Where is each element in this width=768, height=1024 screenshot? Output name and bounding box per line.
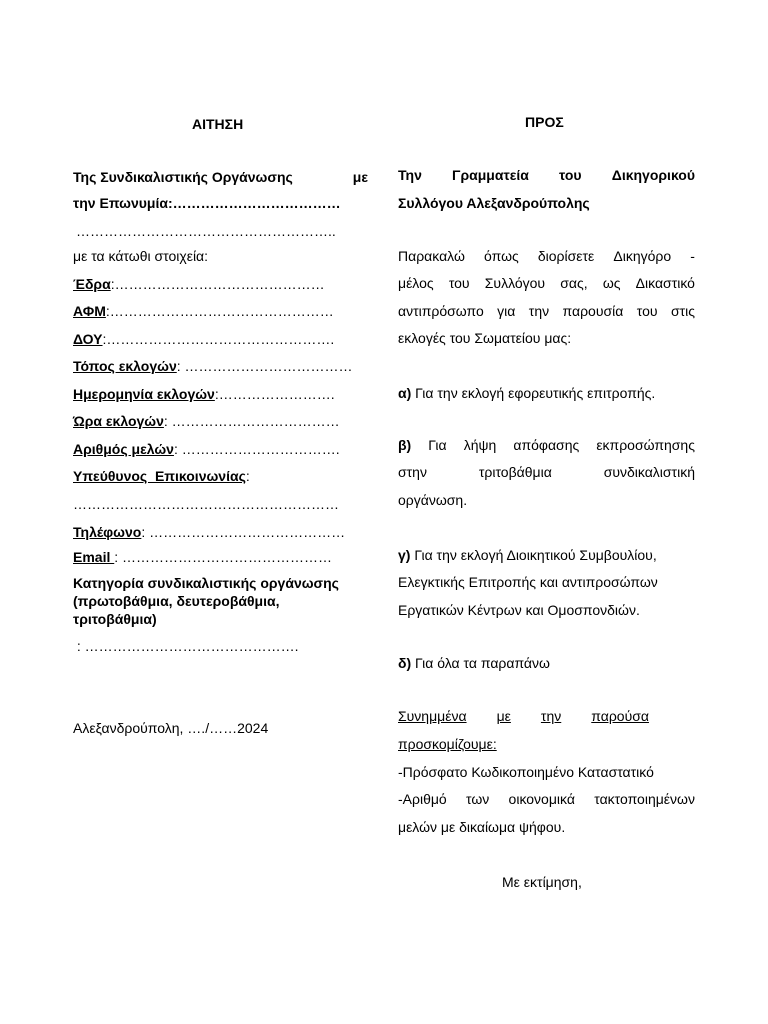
field-edra-dots: :……………………………………… bbox=[110, 276, 325, 292]
word: αντιπρόσωπο bbox=[398, 303, 484, 319]
request-line-1 bbox=[398, 247, 695, 265]
category-line-3: τριτοβάθμια) bbox=[73, 611, 157, 627]
word: στις bbox=[670, 303, 695, 319]
word: Δικηγόρο bbox=[613, 248, 672, 264]
attachment-2-line-1 bbox=[398, 790, 695, 808]
org-name-dots: ……………………………………………….. bbox=[76, 223, 336, 239]
field-edra bbox=[73, 275, 325, 293]
word: παρουσία bbox=[562, 303, 624, 319]
field-election-place bbox=[73, 357, 353, 375]
item-d-text: Για όλα τα παραπάνω bbox=[411, 655, 550, 671]
field-member-count bbox=[73, 440, 340, 458]
word: Συνημμένα bbox=[398, 708, 467, 724]
field-afm-label: ΑΦΜ bbox=[73, 303, 106, 319]
closing-salutation: Με εκτίμηση, bbox=[502, 874, 582, 890]
word: οικονομικά bbox=[508, 791, 575, 807]
category-line-1: Κατηγορία συνδικαλιστικής οργάνωσης bbox=[73, 575, 339, 591]
right-title: ΠΡΟΣ bbox=[525, 114, 564, 130]
field-doy-dots: :…………………………………………. bbox=[102, 331, 335, 347]
field-election-place-dots: : ……………………………… bbox=[176, 358, 353, 374]
org-name-line: την Επωνυμία:……………………………… bbox=[73, 195, 341, 211]
field-election-date bbox=[73, 385, 335, 403]
field-election-time-label: Ώρα εκλογών bbox=[73, 413, 164, 429]
word: Την bbox=[398, 167, 422, 183]
word: Συλλόγου bbox=[484, 275, 546, 291]
item-d bbox=[398, 654, 550, 672]
word: συνδικαλιστική bbox=[603, 464, 695, 480]
field-afm-dots: :………………………………………… bbox=[105, 303, 334, 319]
field-election-time bbox=[73, 412, 340, 430]
item-b-line-1 bbox=[398, 436, 695, 454]
field-email-dots: : ……………………………………… bbox=[114, 549, 333, 565]
word: εκπροσώπησης bbox=[596, 437, 695, 453]
item-b-line-2 bbox=[398, 463, 695, 481]
word: του bbox=[559, 167, 582, 183]
addressee-line-2: Συλλόγου Αλεξανδρούπολης bbox=[398, 195, 590, 211]
word: Δικαστικό bbox=[635, 275, 695, 291]
field-election-date-label: Ημερομηνία εκλογών bbox=[73, 386, 215, 402]
item-c-line-3: Εργατικών Κέντρων και Ομοσπονδιών. bbox=[398, 602, 640, 618]
org-line-1-text: Της Συνδικαλιστικής Οργάνωσης bbox=[73, 169, 293, 185]
word: σας, bbox=[560, 275, 588, 291]
word: των bbox=[466, 791, 490, 807]
word: παρούσα bbox=[591, 708, 649, 724]
word: την bbox=[528, 303, 550, 319]
word: διορίσετε bbox=[537, 248, 595, 264]
item-d-label: δ) bbox=[398, 655, 412, 671]
word: με bbox=[496, 708, 511, 724]
left-title: ΑΙΤΗΣΗ bbox=[192, 116, 244, 132]
request-line-3 bbox=[398, 302, 695, 320]
word: Για bbox=[428, 437, 447, 453]
field-contact-person-colon: : bbox=[245, 468, 250, 484]
item-a bbox=[398, 384, 655, 402]
field-contact-person bbox=[73, 467, 250, 485]
word: του bbox=[448, 275, 470, 291]
request-line-2 bbox=[398, 274, 695, 292]
field-edra-label: Έδρα bbox=[73, 276, 111, 292]
attached-line-2: προσκομίζουμε: bbox=[398, 736, 497, 752]
org-line-1-end: με bbox=[352, 169, 368, 185]
word: Παρακαλώ bbox=[398, 248, 465, 264]
field-phone bbox=[73, 523, 345, 541]
attached-line-1 bbox=[398, 707, 649, 725]
category-line-2: (πρωτοβάθμια, δευτεροβάθμια, bbox=[73, 593, 280, 609]
item-a-label: α) bbox=[398, 385, 412, 401]
field-election-place-label: Τόπος εκλογών bbox=[73, 358, 177, 374]
word: τακτοποιημένων bbox=[594, 791, 695, 807]
item-b-label: β) bbox=[398, 437, 412, 453]
field-phone-dots: : …………………………………… bbox=[141, 524, 346, 540]
org-line-1 bbox=[73, 168, 368, 186]
addressee-line-1 bbox=[398, 166, 695, 184]
word: -Αριθμό bbox=[398, 791, 447, 807]
field-email bbox=[73, 548, 332, 566]
word: μέλος bbox=[398, 275, 434, 291]
item-c-text: Για την εκλογή Διοικητικού Συμβουλίου, bbox=[410, 547, 657, 563]
attachment-2-line-2: μελών με δικαίωμα ψήφου. bbox=[398, 819, 566, 835]
place-date-line: Αλεξανδρούπολη, …./……2024 bbox=[73, 720, 269, 736]
category-dots: : ………………………………………. bbox=[73, 638, 299, 654]
word: Γραμματεία bbox=[452, 167, 529, 183]
field-afm bbox=[73, 302, 334, 320]
item-c-line-1 bbox=[398, 546, 657, 564]
field-email-label: Email bbox=[73, 549, 115, 565]
item-c-label: γ) bbox=[398, 547, 411, 563]
word: λήψη bbox=[463, 437, 497, 453]
word: - bbox=[690, 248, 695, 264]
word: στην bbox=[398, 464, 427, 480]
field-doy-label: ΔΟΥ bbox=[73, 331, 103, 347]
item-c-line-2: Ελεγκτικής Επιτροπής και αντιπροσώπων bbox=[398, 574, 658, 590]
field-election-time-dots: : ……………………………… bbox=[163, 413, 340, 429]
word: Δικηγορικού bbox=[611, 167, 695, 183]
request-line-4: εκλογές του Σωματείου μας: bbox=[398, 330, 572, 346]
word: του bbox=[636, 303, 658, 319]
field-member-count-label: Αριθμός μελών bbox=[73, 441, 174, 457]
word: τριτοβάθμια bbox=[478, 464, 552, 480]
field-election-date-dots: :……………………. bbox=[214, 386, 335, 402]
field-member-count-dots: : ……………………………. bbox=[173, 441, 340, 457]
details-intro: με τα κάτωθι στοιχεία: bbox=[73, 248, 209, 264]
field-doy bbox=[73, 330, 334, 348]
word: όπως bbox=[484, 248, 519, 264]
attachment-1: -Πρόσφατο Κωδικοποιημένο Καταστατικό bbox=[398, 764, 654, 780]
field-contact-person-label: Υπεύθυνος Επικοινωνίας bbox=[73, 468, 246, 484]
word: απόφασης bbox=[513, 437, 580, 453]
word: για bbox=[497, 303, 516, 319]
item-a-text: Για την εκλογή εφορευτικής επιτροπής. bbox=[411, 385, 656, 401]
word: ως bbox=[602, 275, 621, 291]
field-phone-label: Τηλέφωνο bbox=[73, 524, 142, 540]
item-b-line-3: οργάνωση. bbox=[398, 492, 468, 508]
contact-person-dots: ………………………………………………… bbox=[73, 496, 339, 512]
word: την bbox=[540, 708, 562, 724]
